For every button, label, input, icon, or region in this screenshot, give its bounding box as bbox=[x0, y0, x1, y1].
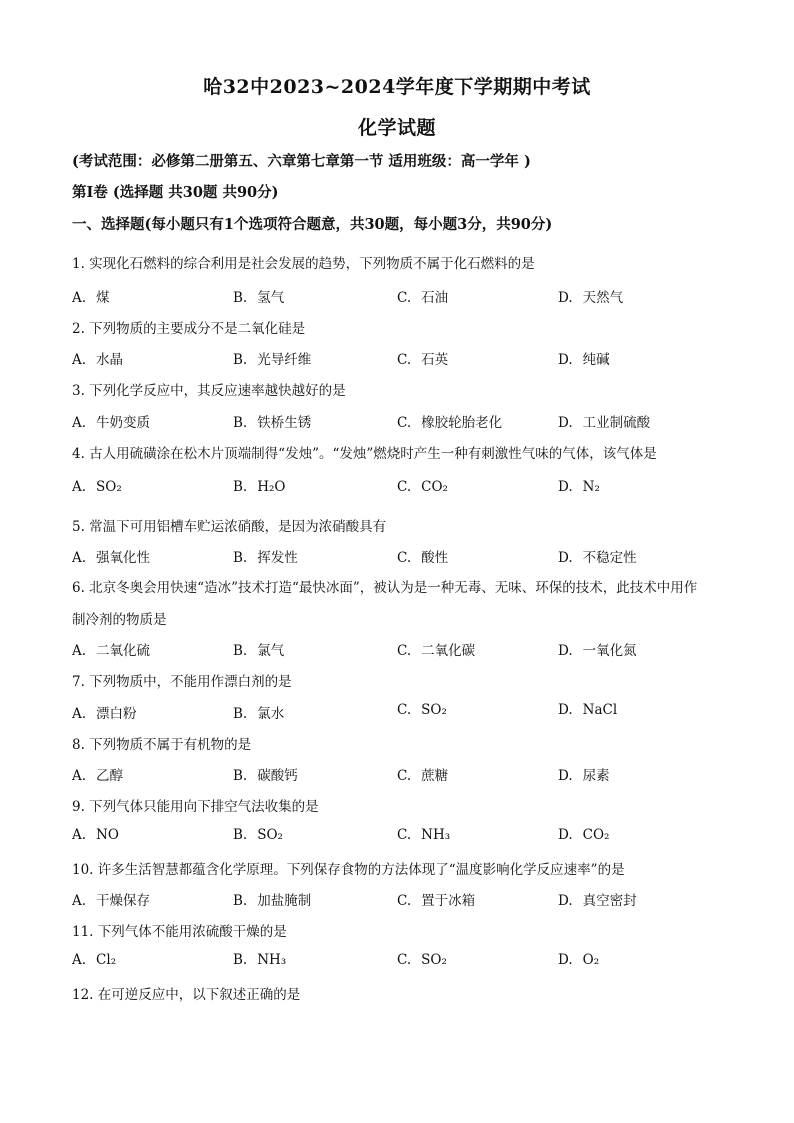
option-text: 煤 bbox=[96, 290, 110, 306]
option-letter: A. bbox=[72, 827, 87, 843]
option-letter: B. bbox=[233, 415, 248, 431]
option-row bbox=[72, 411, 732, 433]
option-text: 光导纤维 bbox=[257, 352, 312, 368]
option-text: 铁桥生锈 bbox=[257, 415, 312, 431]
option-choice[interactable] bbox=[72, 411, 150, 431]
option-letter: B. bbox=[233, 352, 248, 368]
question-stem-continued: 制冷剂的物质是 bbox=[72, 612, 167, 628]
option-choice[interactable] bbox=[233, 348, 311, 368]
option-choice[interactable] bbox=[233, 546, 298, 566]
option-text: SO₂ bbox=[421, 702, 447, 718]
option-letter: A. bbox=[72, 415, 87, 431]
option-text: CO₂ bbox=[582, 827, 610, 843]
option-choice[interactable] bbox=[233, 411, 311, 431]
option-choice[interactable] bbox=[397, 479, 448, 495]
option-letter: D. bbox=[558, 479, 573, 495]
option-row bbox=[72, 348, 732, 370]
option-choice[interactable] bbox=[233, 702, 284, 722]
exam-subtitle: 化学试题 bbox=[357, 117, 436, 139]
option-choice[interactable] bbox=[72, 702, 137, 722]
option-choice[interactable] bbox=[233, 827, 283, 843]
question-stem: 7. 下列物质中，不能用作漂白剂的是 bbox=[72, 674, 292, 690]
option-choice[interactable] bbox=[72, 827, 119, 843]
option-letter: B. bbox=[233, 952, 248, 968]
option-letter: C. bbox=[397, 893, 412, 909]
option-choice[interactable] bbox=[72, 546, 150, 566]
option-text: 强氧化性 bbox=[96, 550, 151, 566]
option-row bbox=[72, 639, 732, 661]
option-text: CO₂ bbox=[421, 479, 448, 495]
option-letter: B. bbox=[233, 290, 248, 306]
option-text: 置于冰箱 bbox=[421, 893, 476, 909]
option-choice[interactable] bbox=[72, 479, 122, 495]
question-stem: 2. 下列物质的主要成分不是二氧化硅是 bbox=[72, 321, 306, 337]
option-choice[interactable] bbox=[397, 889, 475, 909]
option-choice[interactable] bbox=[233, 479, 285, 495]
option-choice[interactable] bbox=[397, 702, 447, 718]
option-row bbox=[72, 889, 732, 911]
option-text: SO₂ bbox=[96, 479, 122, 495]
section-heading: 一、选择题(每小题只有1个选项符合题意，共30题，每小题3分，共90分) bbox=[72, 216, 553, 233]
option-choice[interactable] bbox=[397, 411, 502, 431]
option-text: SO₂ bbox=[421, 952, 447, 968]
option-text: 天然气 bbox=[582, 290, 624, 306]
option-letter: D. bbox=[558, 952, 573, 968]
option-choice[interactable] bbox=[558, 348, 610, 368]
option-text: 干燥保存 bbox=[96, 893, 151, 909]
option-letter: B. bbox=[233, 550, 248, 566]
option-text: 挥发性 bbox=[257, 550, 298, 566]
option-text: NO bbox=[96, 827, 119, 843]
option-text: 工业制硫酸 bbox=[582, 415, 651, 431]
option-letter: C. bbox=[397, 550, 412, 566]
option-letter: B. bbox=[233, 893, 248, 909]
option-choice[interactable] bbox=[397, 952, 447, 968]
option-letter: C. bbox=[397, 643, 412, 659]
question-stem: 6. 北京冬奥会用快速“造冰”技术打造“最快冰面”，被认为是一种无毒、无味、环保的技术，此技术中用作 bbox=[72, 580, 698, 596]
option-letter: D. bbox=[558, 550, 573, 566]
question-stem: 9. 下列气体只能用向下排空气法收集的是 bbox=[72, 799, 319, 815]
part-heading: 第Ⅰ卷 (选择题 共30题 共90分) bbox=[72, 184, 279, 201]
question-stem: 11. 下列气体不能用浓硫酸干燥的是 bbox=[72, 924, 287, 940]
option-text: SO₂ bbox=[257, 827, 283, 843]
option-text: 不稳定性 bbox=[582, 550, 637, 566]
option-choice[interactable] bbox=[233, 286, 284, 306]
option-row bbox=[72, 546, 732, 568]
option-letter: A. bbox=[72, 290, 87, 306]
option-letter: C. bbox=[397, 952, 412, 968]
option-choice[interactable] bbox=[72, 348, 123, 368]
option-text: 氢气 bbox=[257, 290, 285, 306]
option-letter: B. bbox=[233, 768, 248, 784]
option-choice[interactable] bbox=[72, 889, 150, 909]
option-letter: A. bbox=[72, 550, 87, 566]
option-choice[interactable] bbox=[558, 286, 623, 306]
option-text: 石油 bbox=[421, 290, 449, 306]
option-text: 漂白粉 bbox=[96, 706, 137, 722]
option-letter: C. bbox=[397, 479, 412, 495]
option-letter: A. bbox=[72, 479, 87, 495]
option-letter: C. bbox=[397, 827, 412, 843]
option-choice[interactable] bbox=[558, 952, 599, 968]
option-letter: A. bbox=[72, 768, 87, 784]
option-letter: A. bbox=[72, 643, 87, 659]
option-choice[interactable] bbox=[233, 952, 286, 968]
option-letter: C. bbox=[397, 352, 412, 368]
option-text: NH₃ bbox=[257, 952, 287, 968]
option-text: NH₃ bbox=[421, 827, 451, 843]
option-text: 乙醇 bbox=[96, 768, 124, 784]
option-letter: D. bbox=[558, 893, 573, 909]
option-row bbox=[72, 286, 732, 308]
question-stem: 8. 下列物质不属于有机物的是 bbox=[72, 737, 252, 753]
question-stem: 5. 常温下可用铝槽车贮运浓硝酸，是因为浓硝酸具有 bbox=[72, 519, 387, 535]
question-stem: 1. 实现化石燃料的综合利用是社会发展的趋势，下列物质不属于化石燃料的是 bbox=[72, 256, 535, 272]
option-text: 橡胶轮胎老化 bbox=[421, 415, 503, 431]
option-text: 水晶 bbox=[96, 352, 124, 368]
option-text: 蔗糖 bbox=[421, 768, 449, 784]
option-letter: B. bbox=[233, 479, 248, 495]
option-text: 二氧化碳 bbox=[421, 643, 476, 659]
option-choice[interactable] bbox=[233, 889, 311, 909]
option-choice[interactable] bbox=[233, 764, 298, 784]
question-stem: 3. 下列化学反应中，其反应速率越快越好的是 bbox=[72, 383, 346, 399]
option-text: 一氧化氮 bbox=[582, 643, 637, 659]
option-choice[interactable] bbox=[233, 639, 284, 659]
option-choice[interactable] bbox=[558, 639, 637, 659]
option-text: 石英 bbox=[421, 352, 449, 368]
option-choice[interactable] bbox=[558, 827, 609, 843]
option-letter: A. bbox=[72, 893, 87, 909]
option-row bbox=[72, 764, 732, 786]
option-letter: D. bbox=[558, 643, 573, 659]
option-choice[interactable] bbox=[397, 639, 475, 659]
option-letter: A. bbox=[72, 706, 87, 722]
option-letter: D. bbox=[558, 702, 573, 718]
option-letter: B. bbox=[233, 827, 248, 843]
option-letter: D. bbox=[558, 768, 573, 784]
option-letter: A. bbox=[72, 352, 87, 368]
option-letter: C. bbox=[397, 290, 412, 306]
question-stem: 4. 古人用硫磺涂在松木片顶端制得“发烛”。“发烛”燃烧时产生一种有刺激性气味的气体，该气体是 bbox=[72, 446, 657, 462]
option-text: 酸性 bbox=[421, 550, 449, 566]
option-choice[interactable] bbox=[558, 479, 600, 495]
option-text: NaCl bbox=[582, 702, 618, 718]
option-text: H₂O bbox=[257, 479, 286, 495]
option-letter: D. bbox=[558, 415, 573, 431]
option-choice[interactable] bbox=[558, 889, 637, 909]
option-choice[interactable] bbox=[72, 639, 150, 659]
option-row bbox=[72, 702, 732, 724]
option-choice[interactable] bbox=[397, 546, 448, 566]
option-choice[interactable] bbox=[72, 952, 116, 968]
option-letter: D. bbox=[558, 827, 573, 843]
option-text: O₂ bbox=[582, 952, 600, 968]
option-choice[interactable] bbox=[397, 764, 448, 784]
exam-scope: (考试范围：必修第二册第五、六章第七章第一节 适用班级：高一学年 ) bbox=[72, 153, 531, 170]
option-text: 氯水 bbox=[257, 706, 285, 722]
option-choice[interactable] bbox=[558, 764, 610, 784]
option-letter: C. bbox=[397, 768, 412, 784]
option-letter: A. bbox=[72, 952, 87, 968]
option-letter: C. bbox=[397, 702, 412, 718]
option-choice[interactable] bbox=[558, 411, 650, 431]
option-text: 氯气 bbox=[257, 643, 285, 659]
exam-title: 哈32中2023~2024学年度下学期期中考试 bbox=[203, 76, 591, 98]
option-text: Cl₂ bbox=[96, 952, 117, 968]
option-choice[interactable] bbox=[558, 546, 637, 566]
option-text: 纯碱 bbox=[582, 352, 610, 368]
option-text: 尿素 bbox=[582, 768, 610, 784]
option-choice[interactable] bbox=[558, 702, 617, 718]
option-letter: B. bbox=[233, 706, 248, 722]
question-stem: 10. 许多生活智慧都蕴含化学原理。下列保存食物的方法体现了“温度影响化学反应速率”的是 bbox=[72, 862, 625, 878]
option-text: 二氧化硫 bbox=[96, 643, 151, 659]
question-stem: 12. 在可逆反应中，以下叙述正确的是 bbox=[72, 987, 301, 1003]
option-text: N₂ bbox=[582, 479, 600, 495]
option-letter: D. bbox=[558, 352, 573, 368]
option-choice[interactable] bbox=[397, 827, 450, 843]
option-row bbox=[72, 827, 732, 849]
option-choice[interactable] bbox=[397, 348, 448, 368]
option-letter: C. bbox=[397, 415, 412, 431]
option-text: 牛奶变质 bbox=[96, 415, 151, 431]
option-text: 加盐腌制 bbox=[257, 893, 312, 909]
option-row bbox=[72, 479, 732, 501]
option-letter: D. bbox=[558, 290, 573, 306]
option-choice[interactable] bbox=[397, 286, 448, 306]
option-letter: B. bbox=[233, 643, 248, 659]
option-choice[interactable] bbox=[72, 764, 123, 784]
option-text: 真空密封 bbox=[582, 893, 637, 909]
option-text: 碳酸钙 bbox=[257, 768, 298, 784]
option-choice[interactable] bbox=[72, 286, 110, 306]
option-row bbox=[72, 952, 732, 974]
